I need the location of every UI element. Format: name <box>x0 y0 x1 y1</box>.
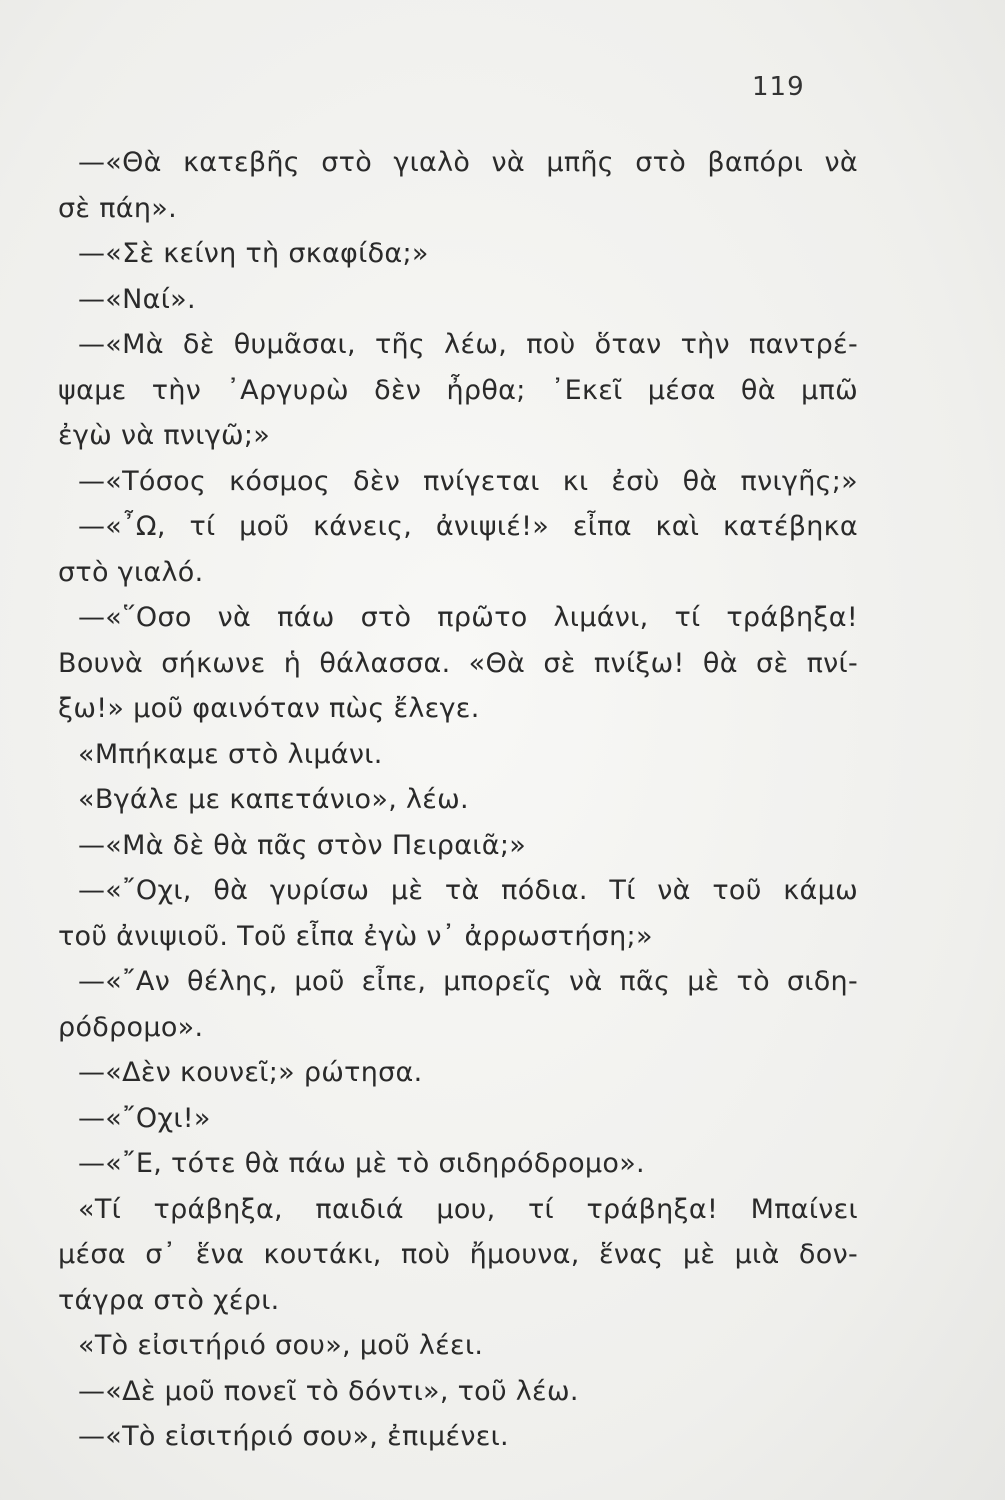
text-line: τάγρα στὸ χέρι. <box>58 1284 280 1316</box>
text-line: —«Τὸ εἰσιτήριό σου», ἐπιμένει. <box>78 1421 509 1452</box>
text-line: ξω!» μοῦ φαινόταν πὼς ἔλεγε. <box>58 693 480 724</box>
text-line: —«Μὰ δὲ θὰ πᾶς στὸν Πειραιᾶ;» <box>78 829 527 861</box>
text-line: «Τί τράβηξα, παιδιά μου, τί τράβηξα! Μπαίνει <box>78 1193 858 1225</box>
page-number: 119 <box>752 72 805 102</box>
text-line: —«Μὰ δὲ θυμᾶσαι, τῆς λέω, ποὺ ὅταν τὴν παντρέ- <box>78 329 858 360</box>
text-line: στὸ γιαλό. <box>58 556 204 588</box>
text-line: —«Σὲ κείνη τὴ σκαφίδα;» <box>78 238 429 269</box>
text-line: —«Δὲ μοῦ πονεῖ τὸ δόντι», τοῦ λέω. <box>78 1375 579 1407</box>
text-line: Βουνὰ σήκωνε ἡ θάλασσα. «Θὰ σὲ πνίξω! θὰ σὲ πνί- <box>58 647 858 679</box>
text-line: —«῎Οχι!» <box>78 1102 211 1134</box>
text-line: —«Τόσος κόσμος δὲν πνίγεται κι ἐσὺ θὰ πνιγῆς;» <box>78 465 858 497</box>
text-line: —«῎Ε, τότε θὰ πάω μὲ τὸ σιδηρόδρομο». <box>78 1148 645 1179</box>
text-line: —«῏Ω, τί μοῦ κάνεις, ἀνιψιέ!» εἶπα καὶ κατέβηκα <box>78 511 858 542</box>
text-line: —«῎Αν θέλης, μοῦ εἶπε, μπορεῖς νὰ πᾶς μὲ τὸ σιδη- <box>78 966 858 997</box>
text-line: —«Ναί». <box>78 283 196 315</box>
text-line: τοῦ ἀνιψιοῦ. Τοῦ εἶπα ἐγὼ ν᾿ ἀρρωστήση;» <box>58 920 653 952</box>
text-line: —«Δὲν κουνεῖ;» ρώτησα. <box>78 1057 423 1088</box>
text-line: ψαμε τὴν ᾿Αργυρὼ δὲν ἦρθα; ᾿Εκεῖ μέσα θὰ μπῶ <box>58 374 858 406</box>
text-line: ρόδρομο». <box>58 1011 204 1043</box>
text-line: «Μπήκαμε στὸ λιμάνι. <box>78 738 383 770</box>
text-line: ἐγὼ νὰ πνιγῶ;» <box>58 420 271 451</box>
text-line: —«῎Οχι, θὰ γυρίσω μὲ τὰ πόδια. Τί νὰ τοῦ κάμω <box>78 875 858 906</box>
text-line: —«Θὰ κατεβῆς στὸ γιαλὸ νὰ μπῆς στὸ βαπόρι νὰ <box>78 147 858 178</box>
text-line: «Βγάλε με καπετάνιο», λέω. <box>78 784 469 815</box>
text-line: σὲ πάη». <box>58 192 177 224</box>
text-line: μέσα σ᾿ ἕνα κουτάκι, ποὺ ἤμουνα, ἕνας μὲ μιὰ δον- <box>58 1239 858 1270</box>
text-line: «Τὸ εἰσιτήριό σου», μοῦ λέει. <box>78 1330 484 1361</box>
body-text <box>58 140 858 1460</box>
text-line: —«῞Οσο νὰ πάω στὸ πρῶτο λιμάνι, τί τράβηξα! <box>78 602 858 633</box>
